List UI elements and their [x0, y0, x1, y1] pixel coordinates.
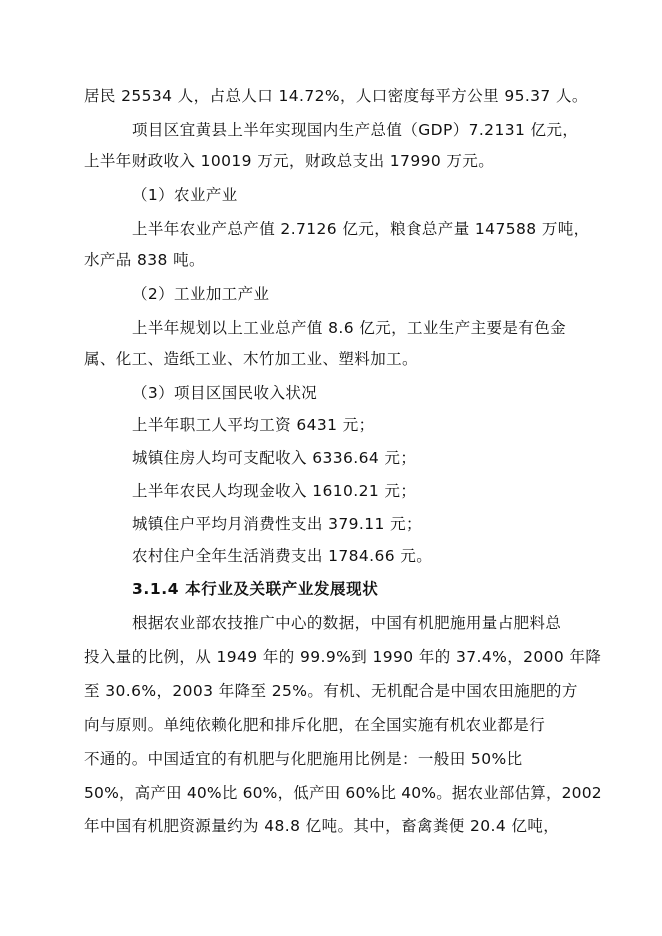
subsection-heading: （1）农业产业 — [132, 186, 238, 204]
paragraph-line: 城镇住户平均月消费性支出 379.11 元； — [132, 515, 422, 533]
paragraph-line: 50%，高产田 40%比 60%，低产田 60%比 40%。据农业部估算，2002 — [84, 784, 602, 802]
paragraph-line: 不通的。中国适宜的有机肥与化肥施用比例是：一般田 50%比 — [84, 750, 523, 768]
paragraph-line: 上半年农业产总产值 2.7126 亿元，粮食总产量 147588 万吨， — [132, 220, 590, 238]
paragraph-line: 居民 25534 人，占总人口 14.72%，人口密度每平方公里 95.37 人。 — [84, 87, 588, 105]
paragraph-line: 上半年规划以上工业总产值 8.6 亿元，工业生产主要是有色金 — [132, 319, 567, 337]
paragraph-line: 农村住户全年生活消费支出 1784.66 元。 — [132, 547, 433, 565]
section-heading: 3.1.4 本行业及关联产业发展现状 — [132, 580, 379, 598]
paragraph-line: 属、化工、造纸工业、木竹加工业、塑料加工。 — [84, 350, 418, 368]
paragraph-line: 项目区宜黄县上半年实现国内生产总值（GDP）7.2131 亿元， — [132, 121, 579, 139]
paragraph-line: 水产品 838 吨。 — [84, 251, 205, 269]
paragraph-line: 年中国有机肥资源量约为 48.8 亿吨。其中，畜禽粪便 20.4 亿吨， — [84, 817, 560, 835]
subsection-heading: （3）项目区国民收入状况 — [132, 384, 318, 402]
paragraph-line: 上半年职工人平均工资 6431 元； — [132, 416, 375, 434]
paragraph-line: 城镇住房人均可支配收入 6336.64 元； — [132, 449, 417, 467]
paragraph-line: 至 30.6%，2003 年降至 25%。有机、无机配合是中国农田施肥的方 — [84, 682, 578, 700]
paragraph-line: 上半年财政收入 10019 万元，财政总支出 17990 万元。 — [84, 152, 495, 170]
subsection-heading: （2）工业加工产业 — [132, 285, 270, 303]
paragraph-line: 上半年农民人均现金收入 1610.21 元； — [132, 482, 417, 500]
paragraph-line: 向与原则。单纯依赖化肥和排斥化肥，在全国实施有机农业都是行 — [84, 716, 546, 734]
paragraph-line: 投入量的比例，从 1949 年的 99.9%到 1990 年的 37.4%，2000 年降 — [84, 648, 602, 666]
paragraph-line: 根据农业部农技推广中心的数据，中国有机肥施用量占肥料总 — [132, 614, 562, 632]
